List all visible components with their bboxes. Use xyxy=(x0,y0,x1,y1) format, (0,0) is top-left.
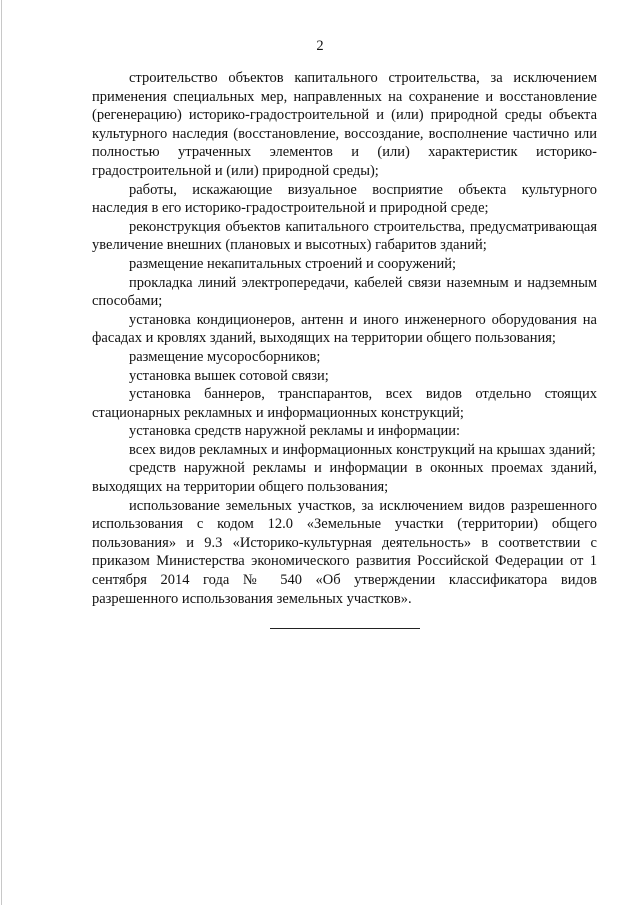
paragraph-8: установка вышек сотовой связи; xyxy=(129,367,329,384)
paragraph-3: реконструкция объектов капитального строительства, предусматривающая увеличение внешних (плановых и высотных) габаритов зданий; xyxy=(92,218,597,254)
closing-divider-line xyxy=(270,628,420,629)
paragraph-13: использование земельных участков, за исключением видов разрешенного использования с кодом 12.0 «Земельные участки (территории) общего пользования» и 9.3 «Историко-культурная деятельность» в соответствии с приказом Министерства экономического развития Российской Федерации от 1 сентября 2014 года № 540 «Об утверждении классификатора видов разрешенного использования земельных участков». xyxy=(92,497,597,607)
paragraph-2: работы, искажающие визуальное восприятие объекта культурного наследия в его историко-градостроительной и природной среде; xyxy=(92,181,597,217)
document-body xyxy=(92,69,597,608)
paragraph-9: установка баннеров, транспарантов, всех видов отдельно стоящих стационарных рекламных и информационных конструкций; xyxy=(92,386,597,421)
paragraph-11: всех видов рекламных и информационных конструкций на крышах зданий; xyxy=(129,441,596,458)
paragraph-4: размещение некапитальных строений и сооружений; xyxy=(129,255,457,272)
paragraph-7: размещение мусоросборников; xyxy=(129,348,321,365)
paragraph-6: установка кондиционеров, антенн и иного инженерного оборудования на фасадах и кровлях зданий, выходящих на территории общего пользования; xyxy=(92,311,597,347)
paragraph-12: средств наружной рекламы и информации в оконных проемах зданий, выходящих на территории общего пользования; xyxy=(92,460,597,496)
paragraph-1: строительство объектов капитального строительства, за исключением применения специальных мер, направленных на сохранение и восстановление (регенерацию) историко-градостроительной и (или) природной среды объекта культурного наследия (восстановление, воссоздание, восполнение частично или полностью утраченных элементов и (или) характеристик историко-градостроительной и (или) природной среды); xyxy=(92,70,597,179)
page-number: 2 xyxy=(316,38,324,54)
paragraph-10: установка средств наружной рекламы и информации: xyxy=(129,423,461,440)
paragraph-5: прокладка линий электропередачи, кабелей связи наземным и надземным способами; xyxy=(92,274,597,310)
